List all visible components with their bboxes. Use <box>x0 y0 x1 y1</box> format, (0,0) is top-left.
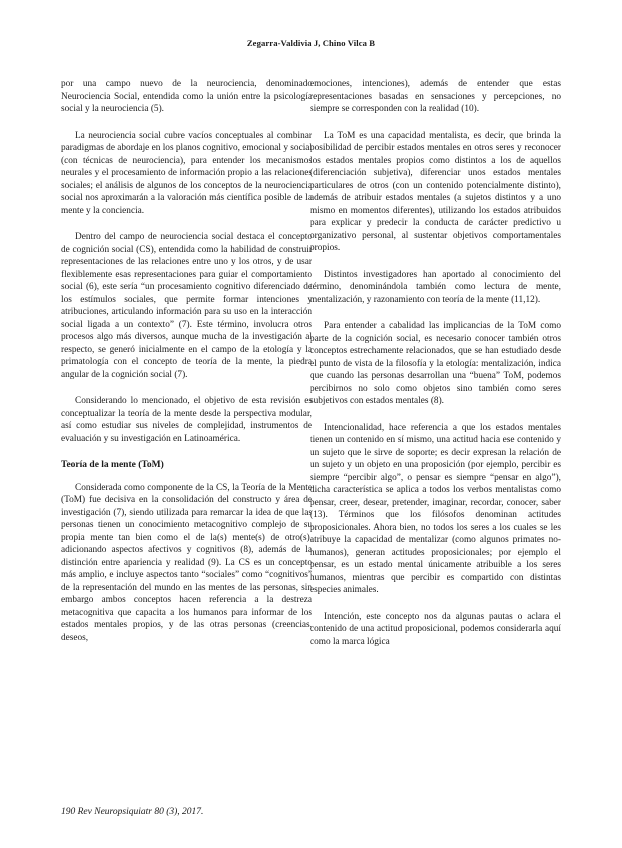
page-footer: 190 Rev Neuropsiquiatr 80 (3), 2017. <box>61 807 204 817</box>
right-column <box>310 78 561 662</box>
paragraph: Considerada como componente de la CS, la Teoría de la Mente (ToM) fue decisiva en la consolidación del constructo y área de investigación (7), siendo utilizada para remarcar la idea de que las personas tienen un conocimiento metacognitivo complejo de su propia mente tan bien como el de la(s) mente(s) de otro(s), adicionando aspectos afectivos y cognitivos (8), además de la distinción entre apariencia y realidad (9). La CS es un concepto más amplio, e incluye aspectos tanto “sociales” como “cognitivos” de la representación del mundo en las mentes de las personas, sin embargo ambos conceptos hacen referencia a la destreza metacognitiva que capacita a los humanos para informar de los estados mentales propios, y de las otras personas (creencias, deseos, <box>61 482 312 643</box>
paragraph: emociones, intenciones), además de entender que estas representaciones basadas en sensaciones y percepciones, no siempre se corresponden con la realidad (10). <box>310 79 561 114</box>
paragraph: Para entender a cabalidad las implicancias de la ToM como parte de la cognición social, es necesario conocer también otros conceptos estrechamente relacionados, que se han estudiado desde el punto de vista de la filosofía y la etología: mentalización, indica que cuando las personas desarrollan una “buena” ToM, podemos percibirnos no solo como objetos sino también como seres subjetivos con estados mentales (8). <box>310 321 561 406</box>
paragraph: por una campo nuevo de la neurociencia, denominado Neurociencia Social, entendida como la unión entre la psicología social y la neurociencia (5). <box>61 79 312 114</box>
paragraph: Considerando lo mencionado, el objetivo de esta revisión es conceptualizar la teoría de la mente desde la perspectiva modular, así como estudiar sus niveles de complejidad, instrumentos de evaluación y su investigación en Latinoamérica. <box>61 396 312 444</box>
paragraph: Intención, este concepto nos da algunas pautas o aclara el contenido de una actitud proposicional, podemos considerarla aquí como la marca lógica <box>310 611 561 647</box>
left-column <box>61 78 312 658</box>
paragraph: La neurociencia social cubre vacíos conceptuales al combinar paradigmas de abordaje en los planos cognitivo, emocional y social (con técnicas de neurociencia), para entender los mecanismos neurales y el procesamiento de información propio a las relaciones sociales; el análisis de algunos de los conceptos de la neurociencia social nos aproximarán a la valoración más científica posible de la mente y la conciencia. <box>61 130 312 216</box>
section-heading: Teoría de la mente (ToM) <box>61 460 164 470</box>
paragraph: Dentro del campo de neurociencia social destaca el concepto de cognición social (CS), entendida como la habilidad de construir representaciones de las relaciones entre uno y los otros, y de usar flexiblemente esas representaciones para guiar el comportamiento social (6), este sería “un procesamiento cognitivo diferenciado de los estímulos sociales, que permite formar intenciones y atribuciones, articulando información para su uso en la interacción social ligada a un contexto” (7). Este término, involucra otros procesos algo más diversos, aunque mucha de la investigación al respecto, se generó inicialmente en el campo de la etología y la primatología con el concepto de teoría de la mente, la piedra angular de la cognición social (7). <box>61 232 312 380</box>
paragraph: Distintos investigadores han aportado al conocimiento del término, denominándola también como lectura de mente, mentalización, y razonamiento con teoría de la mente (11,12). <box>310 269 561 305</box>
running-head: Zegarra-Valdivia J, Chino Vilca B <box>246 38 376 48</box>
paragraph: Intencionalidad, hace referencia a que los estados mentales tienen un contenido en sí mismo, una actitud hacia ese contenido y un sujeto que le sirve de soporte; es decir expresan la relación de un sujeto y un objeto en una proposición (por ejemplo, percibir es siempre “percibir algo”, o pensar es siempre “pensar en algo”), dicha característica se aplica a todos los verbos mentalistas como pensar, creer, desear, pretender, imaginar, recordar, conocer, saber (13). Términos que los filósofos denominan actitudes proposicionales. Ahora bien, no todos los seres a los cuales se les atribuye la capacidad de mentalizar (como algunos primates no-humanos), generan actitudes proposicionales; por ejemplo el pensar, es un estado mental únicamente atribuible a los seres humanos, mientras que percibir es compartido con distintas especies animales. <box>310 422 561 595</box>
paragraph: La ToM es una capacidad mentalista, es decir, que brinda la posibilidad de percibir estados mentales en otros seres y reconocer los estados mentales propios como distintos a los de aquellos (diferenciación subjetiva), diferenciar unos estados mentales particulares de otros (con un contenido potencialmente distinto), además de atribuir estados mentales (a sujetos distintos y a uno mismo en momentos diferentes), utilizando los estados atribuidos para explicar y predecir la conducta de carácter predictivo u organizativo personal, al sustentar objetivos comportamentales propios. <box>310 130 561 253</box>
